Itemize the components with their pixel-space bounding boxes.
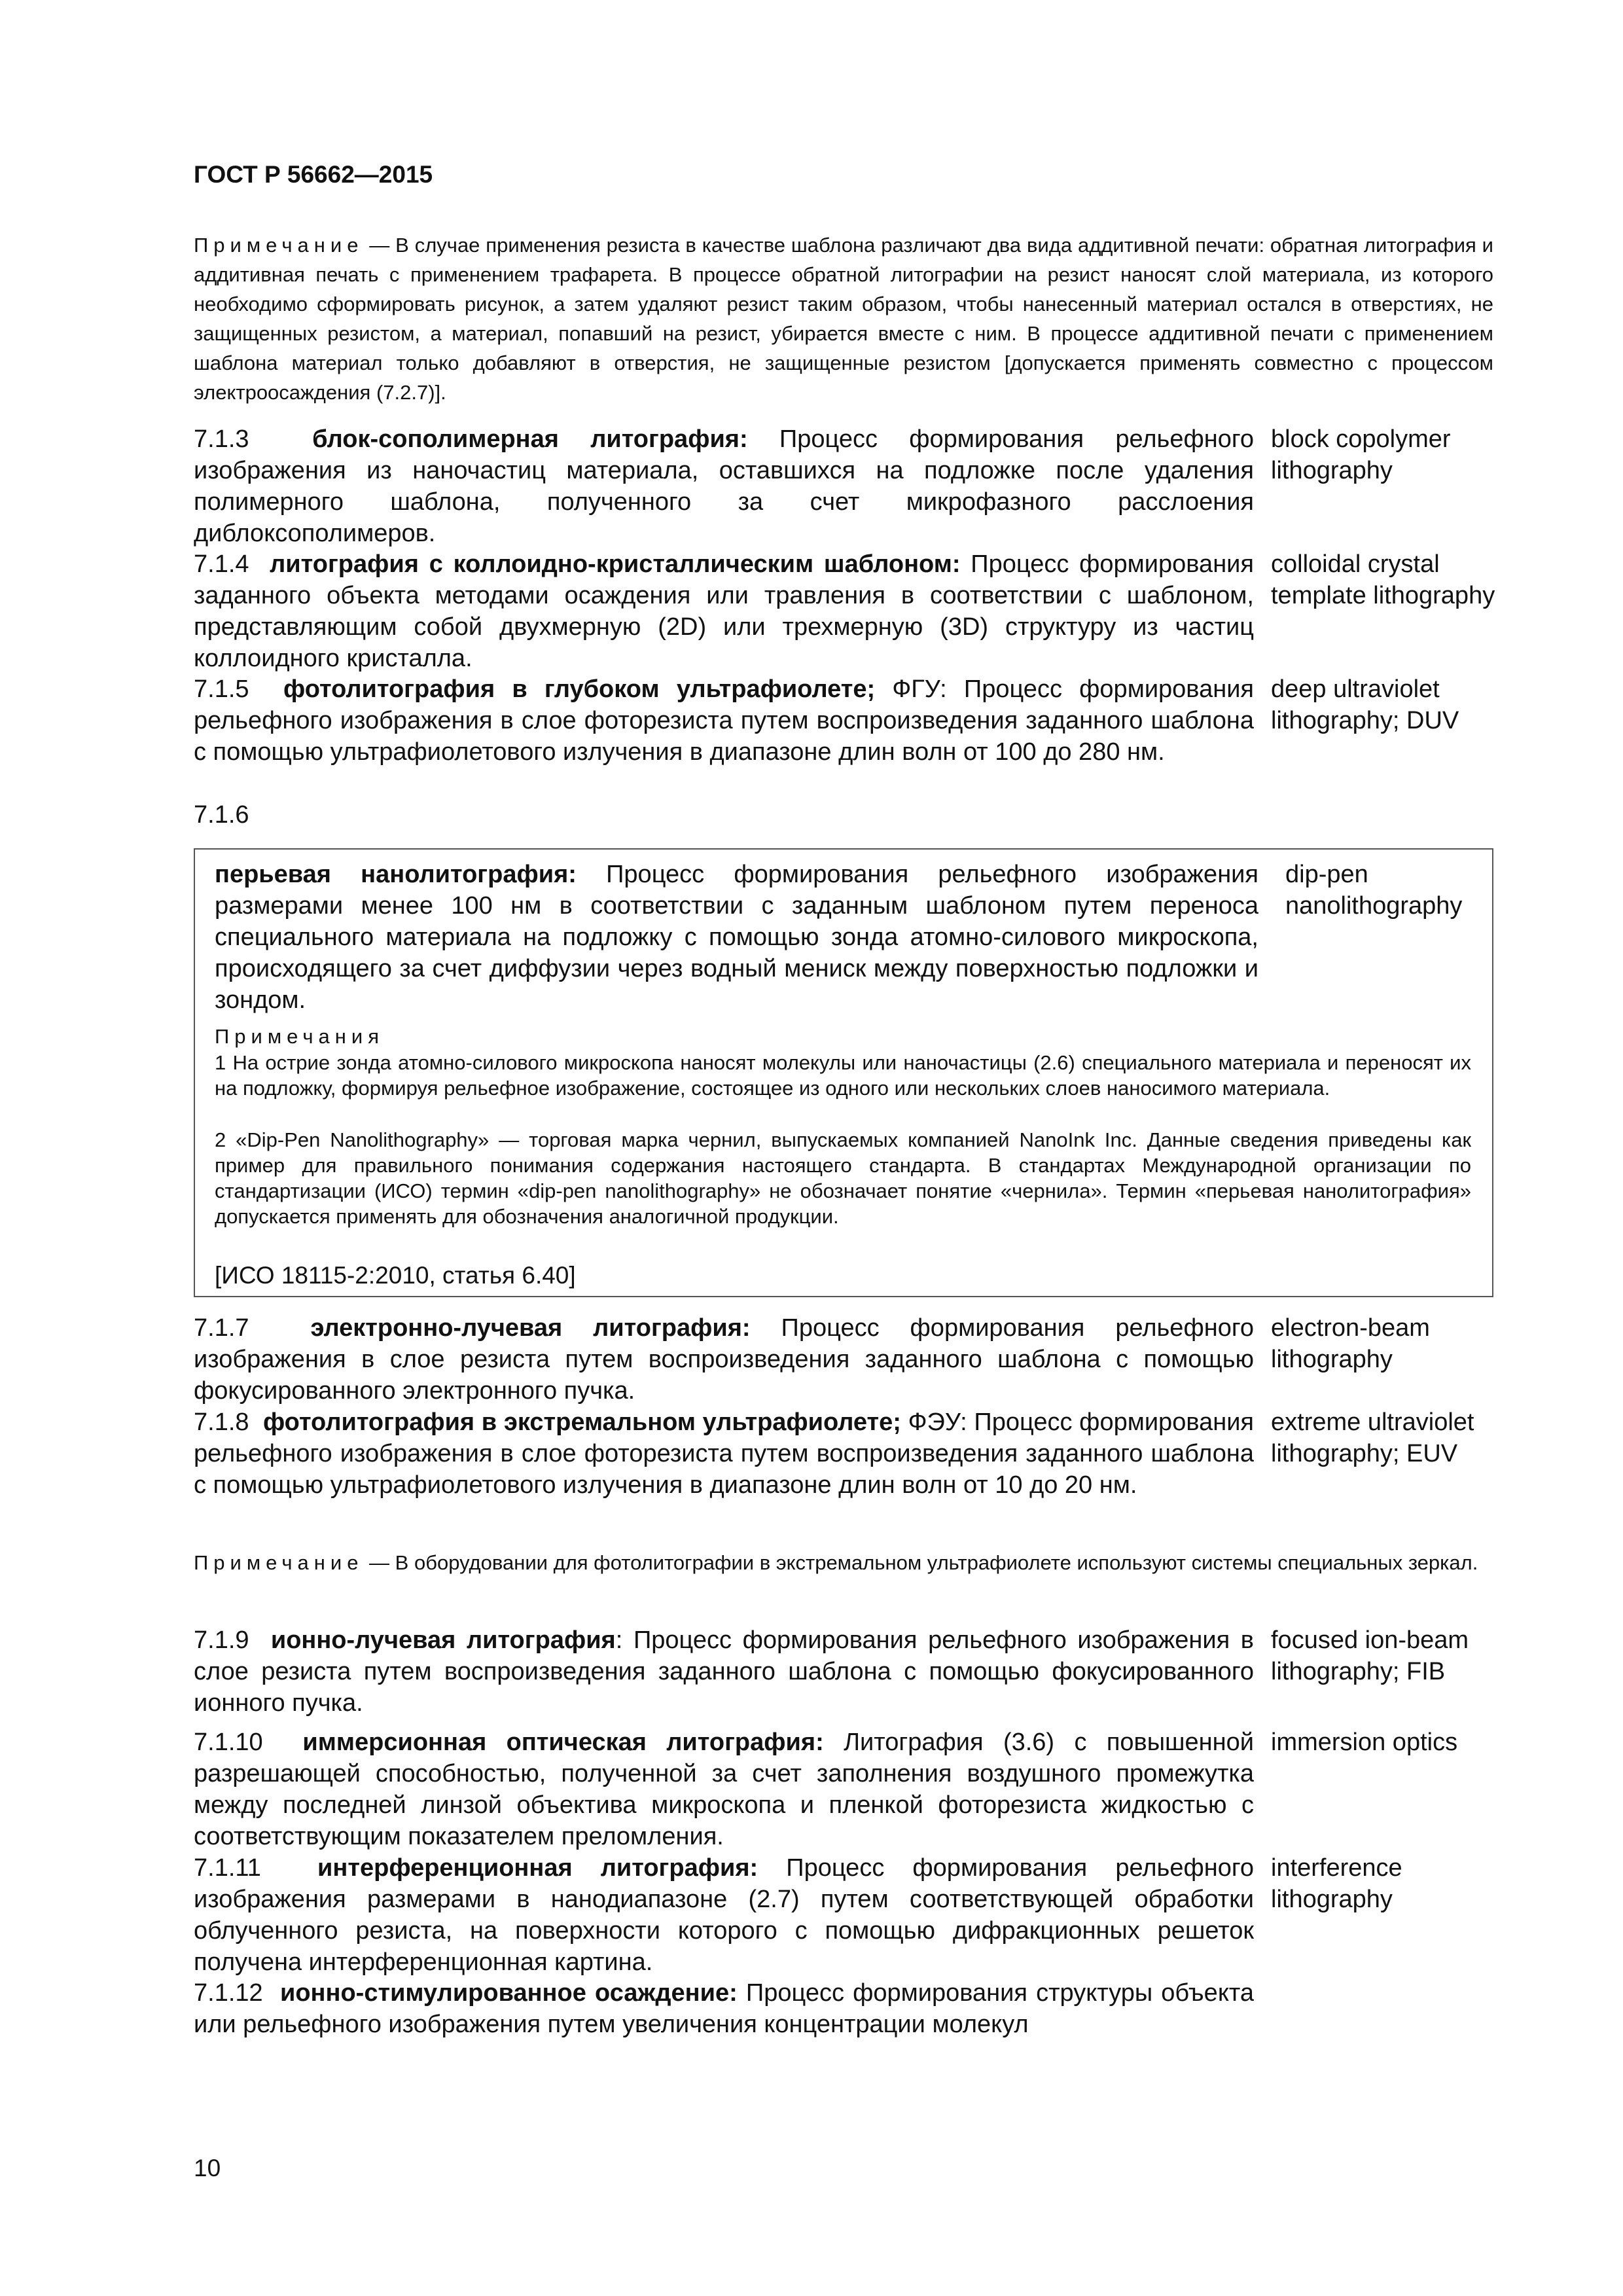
note-text: — В случае применения резиста в качестве шаблона различают два вида аддитивной печати: обратная литография и аддитивная печать с применением трафарета. В процессе обратной литографии на резист наносят слой материала, из которого необходимо сформировать рисунок, а затем удаляют резист таким образом, чтобы нанесенный материал остался в отверстиях, не защищенных резистом, а материал, попавший на резист, убирается вместе с ним. В процессе аддитивной печати с применением шаблона материал только добавляют в отверстия, не защищенные резистом [допускается применять совместно с процессом электроосаждения (7.2.7)]. xyxy=(194,234,1493,404)
term-number: 7.1.11 xyxy=(194,1854,261,1882)
note-reverse-lithography xyxy=(194,230,1493,407)
term-number: 7.1.10 xyxy=(194,1729,263,1756)
term-entry-7-1-11 xyxy=(194,1852,1503,1978)
term-definition: Литография (3.6) с повышенной разрешающей способностью, полученной за счет заполнения воздушного промежутка между последней линзой объектива микроскопа и пленкой фоторезиста жидкостью с соответствующим показателем преломления. xyxy=(194,1729,1254,1850)
note-euv-mirrors xyxy=(194,1548,1493,1577)
term-number: 7.1.6 xyxy=(194,801,249,829)
term-entry-7-1-4 xyxy=(194,548,1503,674)
term-english: extreme ultraviolet lithography; EUV xyxy=(1271,1408,1474,1467)
term-definition: Процесс формирования рельефного изображения размерами менее 100 нм в соответствии с заданным шаблоном путем переноса специального материала на подложку с помощью зонда атомно-силового микроскопа, происходящего за счет диффузии через водный мениск между поверхностью подложки и зондом. xyxy=(215,861,1258,1014)
term-definition: : Процесс формирования рельефного изображения в слое резиста путем воспроизведения заданного шаблона с помощью фокусированного ионного пучка. xyxy=(194,1626,1254,1717)
term-definition: Процесс формирования рельефного изображения размерами в нанодиапазоне (2.7) путем соответствующей обработки облученного резиста, на поверхности которого с помощью дифракционных решеток получена интерференционная картина. xyxy=(194,1854,1254,1976)
term-entry-7-1-6-number xyxy=(194,799,1503,831)
term-english: focused ion-beam lithography; FIB xyxy=(1271,1626,1469,1685)
term-definition: Процесс формирования структуры объекта или рельефного изображения путем увеличения концентрации молекул xyxy=(194,1979,1254,2038)
iso-reference: [ИСО 18115-2:2010, статья 6.40] xyxy=(215,1262,576,1289)
document-header: ГОСТ Р 56662—2015 xyxy=(194,161,433,188)
term-entry-7-1-7 xyxy=(194,1312,1503,1407)
term-entry-7-1-12 xyxy=(194,1977,1503,2040)
term-title: иммерсионная оптическая литография: xyxy=(302,1729,824,1756)
box-note-2: 2 «Dip-Pen Nanolithography» — торговая марка чернил, выпускаемых компанией NanoInk Inc. Данные сведения приведены как пример для правильного понимания содержания настоящего стандарта. В стандартах Международной организации по стандартизации (ИСО) термин «dip-pen nanolithography» не обозначает понятие «чернила». Термин «перьевая нанолитография» допускается применять для обозначения аналогичной продукции. xyxy=(215,1128,1471,1228)
notes-label: Примечания xyxy=(215,1025,384,1048)
term-title: фотолитография в экстремальном ультрафиолете; xyxy=(262,1408,901,1436)
term-definition: Процесс формирования рельефного изображения из наночастиц материала, оставшихся на подложке после удаления полимерного шаблона, полученного за счет микрофазного расслоения диблоксополимеров. xyxy=(194,425,1255,547)
term-number: 7.1.3 xyxy=(194,425,249,453)
term-entry-7-1-10 xyxy=(194,1727,1503,1852)
term-entry-7-1-8 xyxy=(194,1407,1503,1501)
term-number: 7.1.5 xyxy=(194,675,249,703)
term-entry-7-1-3 xyxy=(194,423,1503,549)
box-note-1: 1 На острие зонда атомно-силового микроскопа наносят молекулы или наночастицы (2.6) специального материала и переносят их на подложку, формируя рельефное изображение, состоящее из одного или нескольких слоев наносимого материала. xyxy=(215,1051,1471,1100)
term-definition: Процесс формирования заданного объекта методами осаждения или травления в соответствии с шаблоном, представляющим собой двухмерную (2D) или трехмерную (3D) структуру из частиц коллоидного кристалла. xyxy=(194,550,1254,672)
term-definition: Процесс формирования рельефного изображения в слое резиста путем воспроизведения заданного шаблона с помощью фокусированного электронного пучка. xyxy=(194,1314,1254,1405)
term-number: 7.1.8 xyxy=(194,1408,249,1436)
term-number: 7.1.7 xyxy=(194,1314,249,1342)
term-title: литография с коллоидно-кристаллическим шаблоном: xyxy=(270,550,961,578)
term-english: electron-beam lithography xyxy=(1271,1314,1430,1373)
term-title: перьевая нанолитография: xyxy=(215,861,577,888)
term-title: фотолитография в глубоком ультрафиолете; xyxy=(283,675,876,703)
term-number: 7.1.4 xyxy=(194,550,249,578)
term-title: электронно-лучевая литография: xyxy=(310,1314,751,1342)
term-english: interference lithography xyxy=(1271,1854,1402,1913)
term-english: deep ultraviolet lithography; DUV xyxy=(1271,675,1459,734)
term-definition: ФГУ: Процесс формирования рельефного изображения в слое фоторезиста путем воспроизведения заданного шаблона с помощью ультрафиолетового излучения в диапазоне длин волн от 100 до 280 нм. xyxy=(194,675,1254,766)
term-entry-7-1-9 xyxy=(194,1624,1503,1719)
note-text: — В оборудовании для фотолитографии в экстремальном ультрафиолете используют системы специальных зеркал. xyxy=(363,1551,1478,1574)
term-english: immersion optics xyxy=(1271,1729,1458,1756)
term-title: ионно-лучевая литография xyxy=(270,1626,616,1654)
term-english: colloidal crystal template lithography xyxy=(1271,550,1495,609)
term-title: интерференционная литография: xyxy=(317,1854,758,1882)
term-definition: ФЭУ: Процесс формирования рельефного изображения в слое фоторезиста путем воспроизведения заданного шаблона с помощью ультрафиолетового излучения в диапазоне длин волн от 10 до 20 нм. xyxy=(194,1408,1255,1499)
note-label: Примечание xyxy=(194,1551,364,1574)
note-label: Примечание xyxy=(194,234,364,257)
boxed-term-dip-pen xyxy=(194,848,1493,1297)
term-title: блок-сополимерная литография: xyxy=(312,425,748,453)
term-entry-7-1-5 xyxy=(194,673,1503,768)
term-english: dip-pen nanolithography xyxy=(1285,861,1463,920)
term-entry-7-1-6 xyxy=(215,859,1484,1016)
term-english: block copolymer lithography xyxy=(1271,425,1451,484)
term-title: ионно-стимулированное осаждение: xyxy=(279,1979,738,2007)
page-number: 10 xyxy=(194,2155,221,2181)
term-number: 7.1.12 xyxy=(194,1979,263,2007)
term-number: 7.1.9 xyxy=(194,1626,249,1654)
